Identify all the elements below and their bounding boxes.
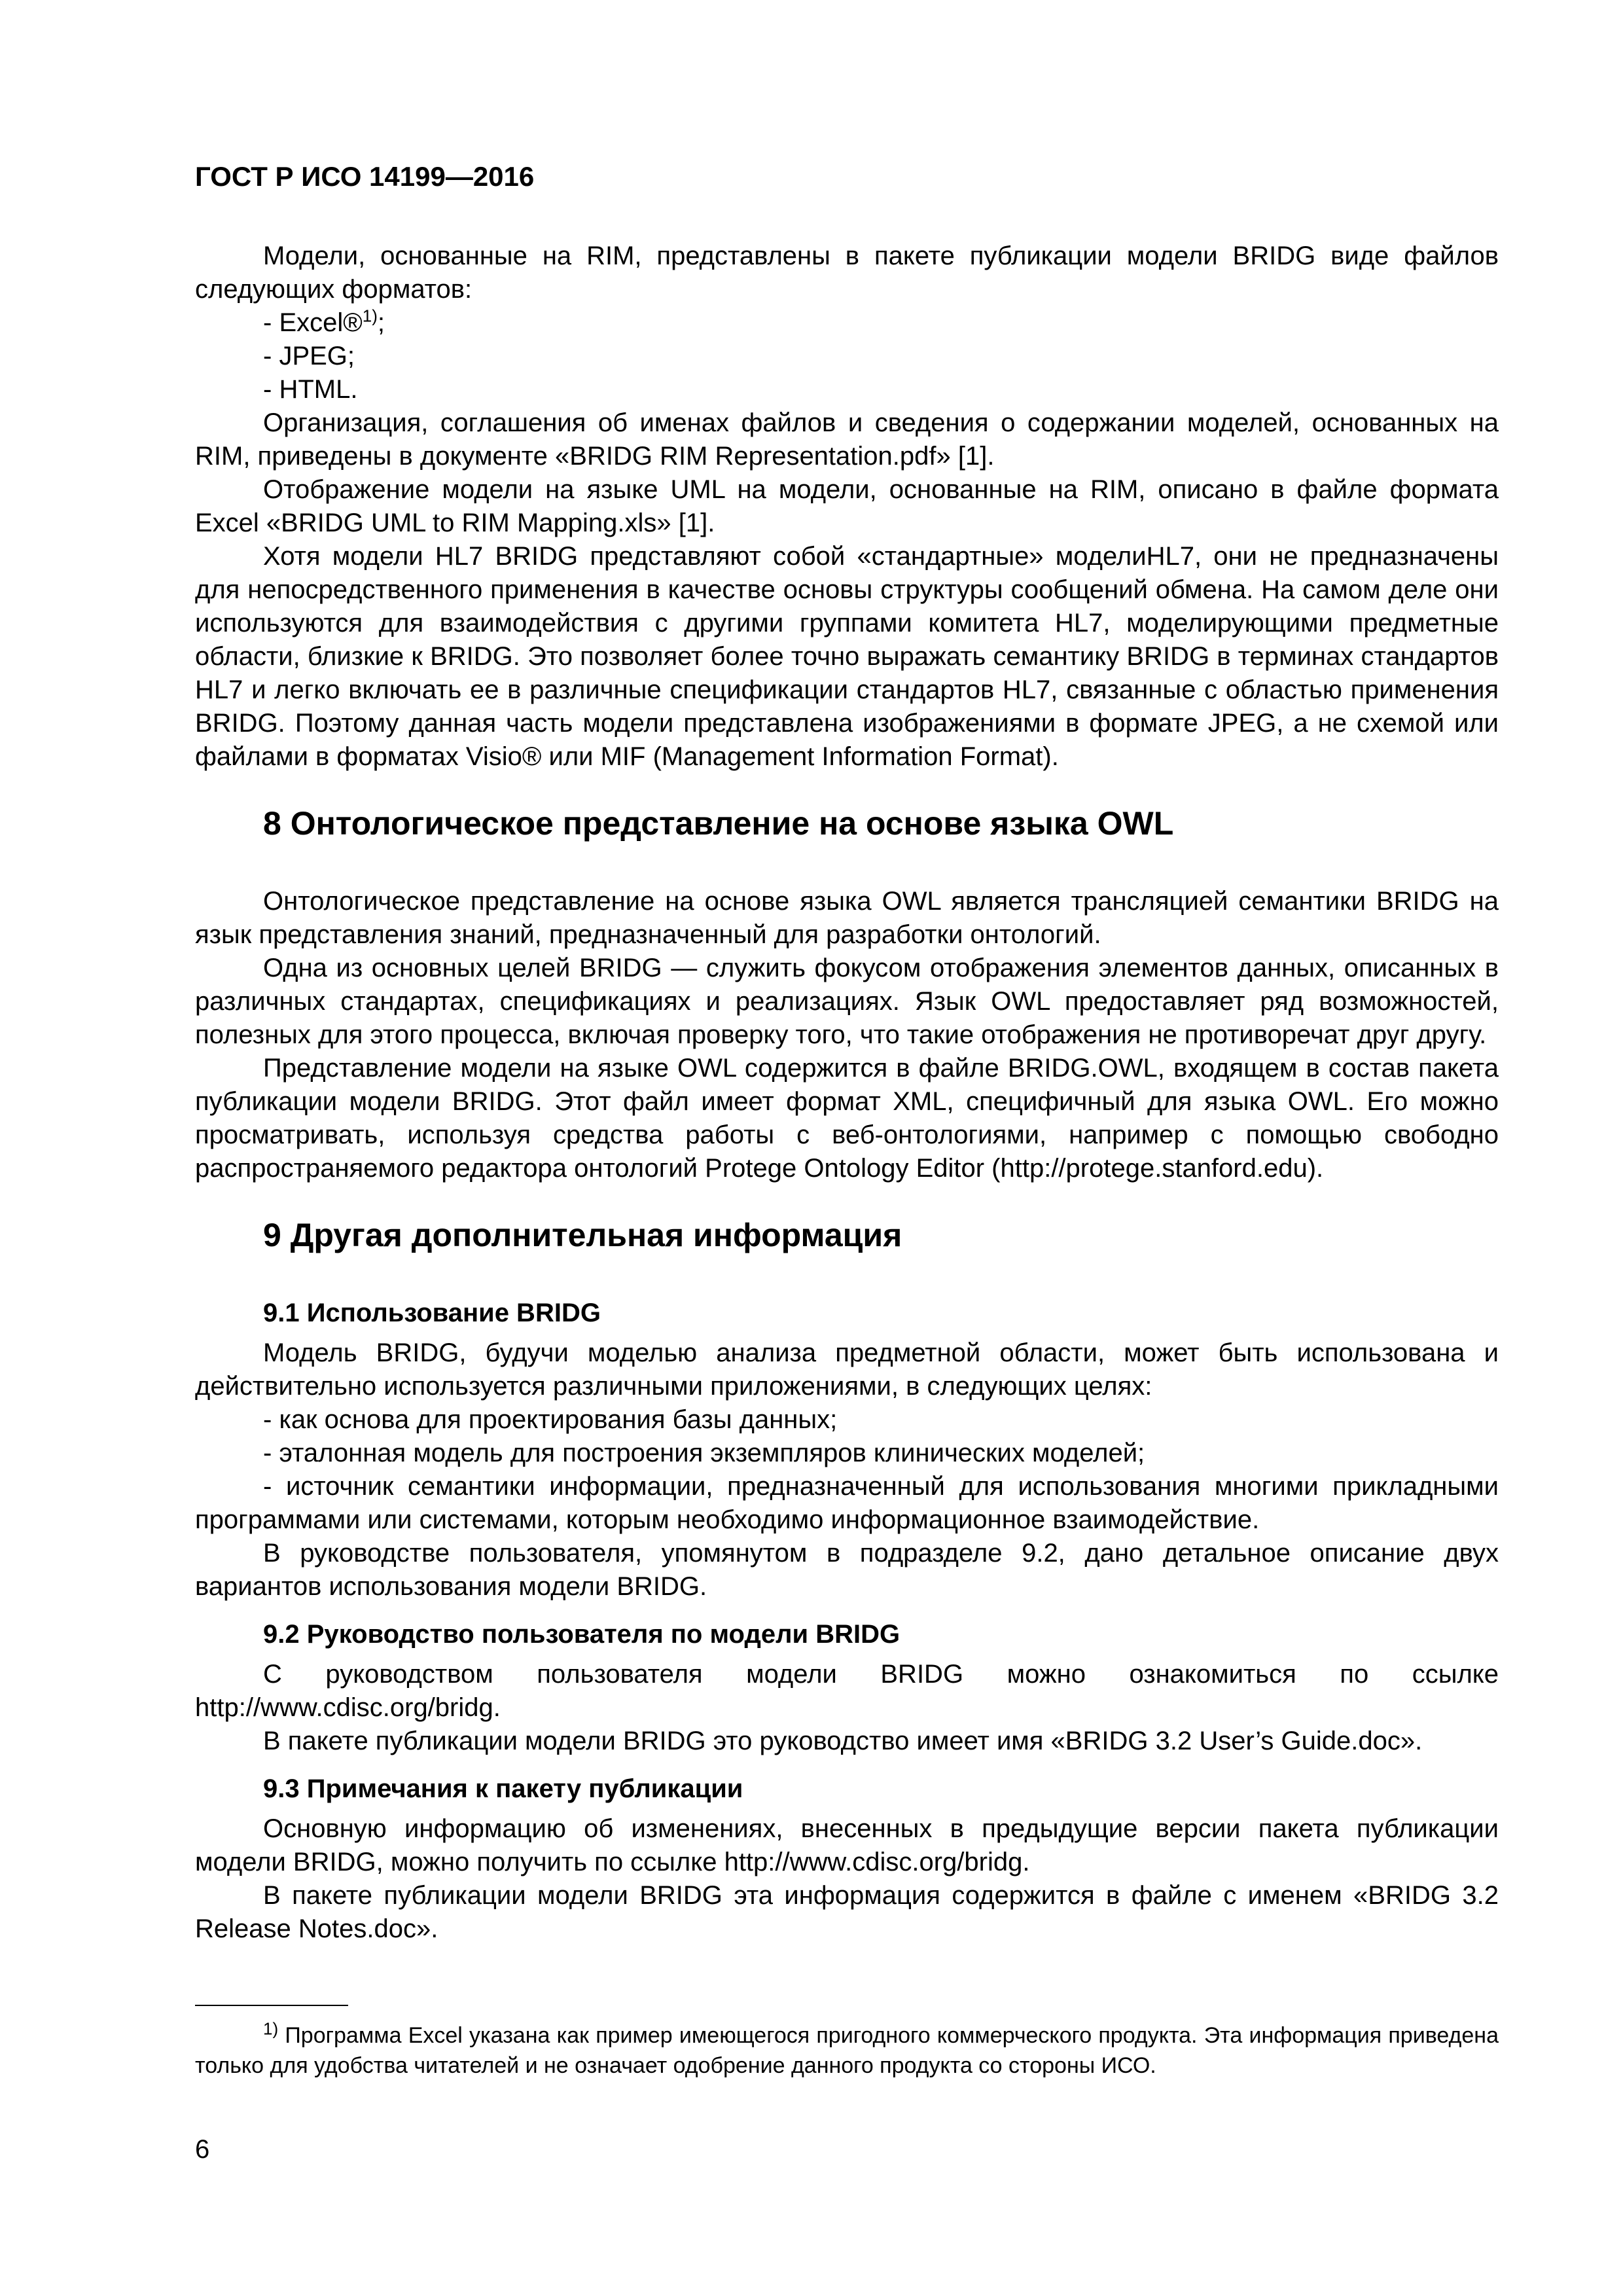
list-item-text: HTML. (279, 375, 358, 404)
list-item-text: JPEG; (279, 342, 355, 370)
list-item-text: Excel® (279, 308, 363, 337)
paragraph: Одна из основных целей BRIDG — служить фокусом отображения элементов данных, описанных в различных стандартах, спецификациях и реализациях. Язык OWL предоставляет ряд возможностей, полезных для этого процесса, включая проверку того, что такие отображения не противоречат друг другу. (195, 954, 1499, 1049)
list-item-text: эталонная модель для построения экземпляров клинических моделей; (279, 1439, 1145, 1467)
footnote (195, 2020, 1499, 2081)
footnote-text: Программа Excel указана как пример имеющегося пригодного коммерческого продукта. Эта информация приведена только для удобства читателей и не означает одобрение данного продукта со стороны ИСО. (195, 2023, 1499, 2078)
paragraph: Организация, соглашения об именах файлов и сведения о содержании моделей, основанных на RIM, приведены в документе «BRIDG RIM Representation.pdf» [1]. (195, 408, 1499, 471)
paragraph: В пакете публикации модели BRIDG эта информация содержится в файле с именем «BRIDG 3.2 Release Notes.doc». (195, 1881, 1499, 1943)
document-code-header: ГОСТ Р ИСО 14199—2016 (195, 161, 535, 192)
footnote-divider (195, 2005, 348, 2006)
list-item-punct: ; (377, 308, 385, 337)
subsection-heading: 9.1 Использование BRIDG (263, 1299, 601, 1327)
footnote-reference[interactable]: 1) (362, 306, 378, 326)
page-number: 6 (195, 2135, 210, 2164)
list-item: - эталонная модель для построения экземпляров клинических моделей; (263, 1439, 1145, 1467)
footnote-marker: 1) (263, 2018, 279, 2039)
paragraph: Хотя модели HL7 BRIDG представляют собой «стандартные» моделиHL7, они не предназначены для непосредственного применения в качестве основы структуры сообщений обмена. На самом деле они используются для взаимодействия с другими группами комитета HL7, моделирующими предметные области, близкие к BRIDG. Это позволяет более точно выражать семантику BRIDG в терминах стандартов HL7 и легко включать ее в различные спецификации стандартов HL7, связанные с областью применения BRIDG. Поэтому данная часть модели представлена изображениями в формате JPEG, а не схемой или файлами в форматах Visio® или MIF (Management Information Format). (195, 542, 1499, 771)
page-content (195, 160, 1499, 2166)
paragraph: Модели, основанные на RIM, представлены в пакете публикации модели BRIDG виде файлов следующих форматов: (195, 242, 1499, 304)
paragraph: В пакете публикации модели BRIDG это руководство имеет имя «BRIDG 3.2 User’s Guide.doc». (263, 1727, 1423, 1755)
list-item: - как основа для проектирования базы данных; (263, 1405, 838, 1434)
section-heading: 9 Другая дополнительная информация (263, 1217, 902, 1253)
paragraph: Онтологическое представление на основе языка OWL является трансляцией семантики BRIDG на язык представления знаний, предназначенный для разработки онтологий. (195, 887, 1499, 949)
subsection-heading: 9.3 Примечания к пакету публикации (263, 1774, 743, 1803)
paragraph: С руководством пользователя модели BRIDG можно ознакомиться по ссылке http://www.cdisc.org/bridg. (195, 1660, 1499, 1722)
paragraph: В руководстве пользователя, упомянутом в подразделе 9.2, дано детальное описание двух вариантов использования модели BRIDG. (195, 1539, 1499, 1601)
list-item-text: источник семантики информации, предназначенный для использования многими прикладными программами или системами, которым необходимо информационное взаимодействие. (195, 1472, 1499, 1534)
subsection-heading: 9.2 Руководство пользователя по модели BRIDG (263, 1620, 901, 1649)
paragraph: Основную информацию об изменениях, внесенных в предыдущие версии пакета публикации модели BRIDG, можно получить по ссылке http://www.cdisc.org/bridg. (195, 1814, 1499, 1876)
paragraph: Модель BRIDG, будучи моделью анализа предметной области, может быть использована и действительно используется различными приложениями, в следующих целях: (195, 1338, 1499, 1401)
section-heading: 8 Онтологическое представление на основе языка OWL (263, 805, 1174, 842)
list-item: - источник семантики информации, предназначенный для использования многими прикладными программами или системами, которым необходимо информационное взаимодействие. (195, 1472, 1499, 1534)
list-item: - Excel®$^{1)}$; (263, 306, 385, 337)
paragraph: Отображение модели на языке UML на модели, основанные на RIM, описано в файле формата Excel «BRIDG UML to RIM Mapping.xls» [1]. (195, 475, 1499, 537)
list-item: - HTML. (263, 375, 358, 404)
list-item-text: как основа для проектирования базы данных; (279, 1405, 838, 1434)
list-item: - JPEG; (263, 342, 355, 370)
paragraph: Представление модели на языке OWL содержится в файле BRIDG.OWL, входящем в состав пакета публикации модели BRIDG. Этот файл имеет формат XML, специфичный для языка OWL. Его можно просматривать, используя средства работы с веб-онтологиями, например с помощью свободно распространяемого редактора онтологий Protege Ontology Editor (http://protege.stanford.edu). (195, 1054, 1499, 1183)
